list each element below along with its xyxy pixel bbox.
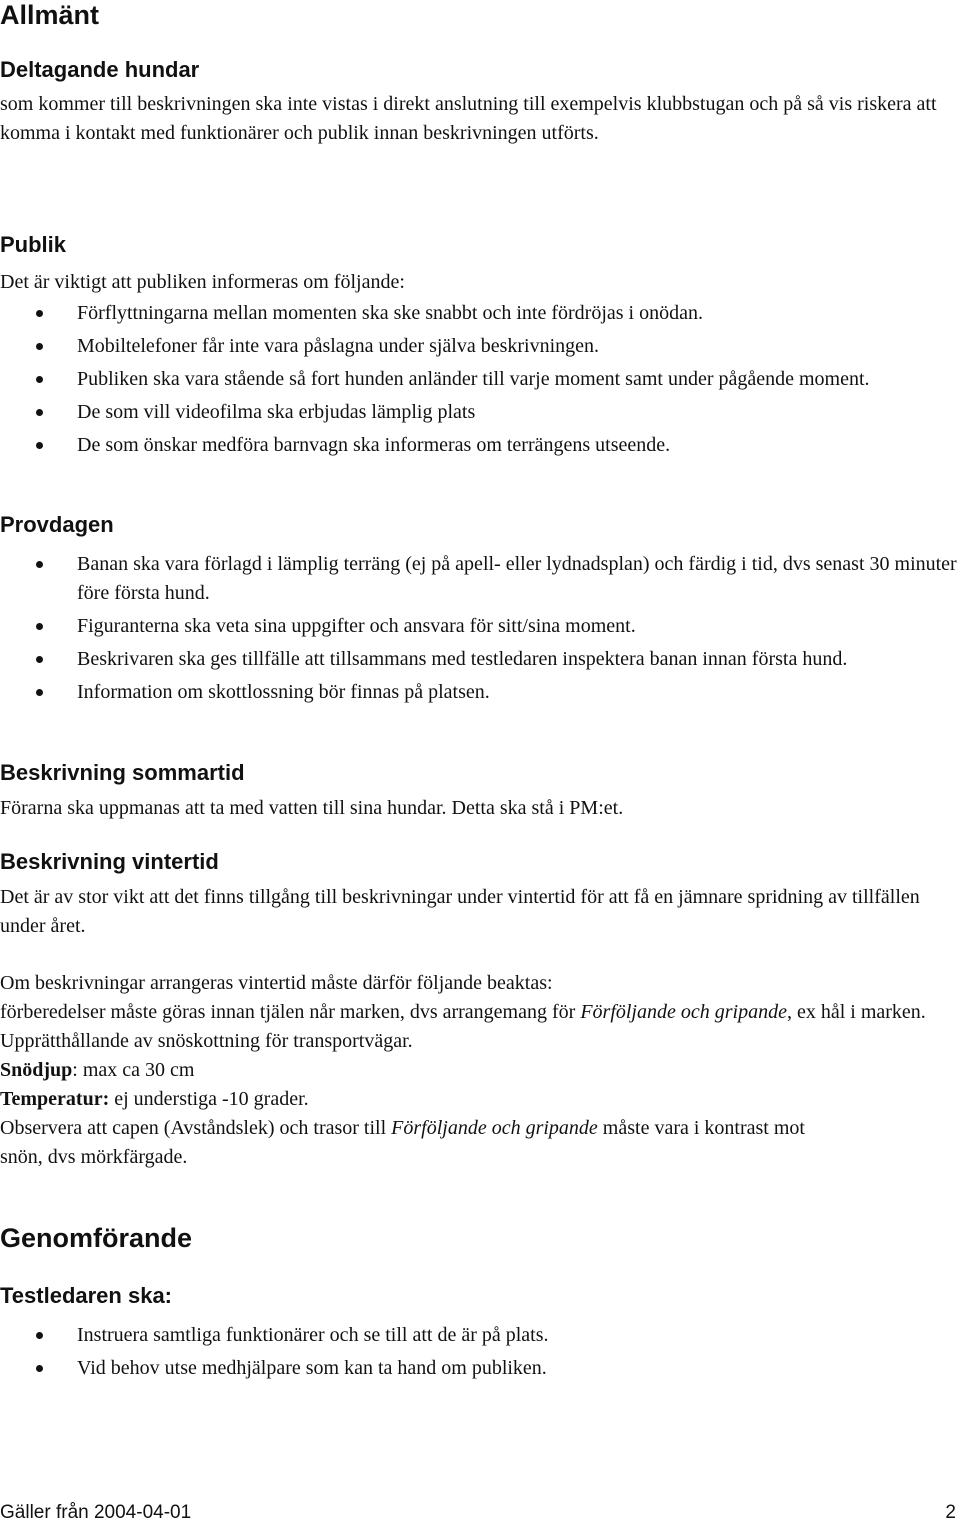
footer-valid-from: Gäller från 2004-04-01: [0, 1502, 192, 1523]
paragraph-deltagande: som kommer till beskrivningen ska inte vistas i direkt anslutning till exempelvis klubbstugan och på så vis riskera att komma i kontakt med funktionärer och publik innan beskrivningen utförts.: [0, 93, 937, 144]
list-provdagen: [0, 550, 960, 707]
vintertid-forberedelser: [0, 998, 955, 1056]
paragraph-sommartid: Förarna ska uppmanas att ta med vatten till sina hundar. Detta ska stå i PM:et.: [0, 797, 624, 819]
list-testledaren: [0, 1321, 960, 1383]
snodjup-label: Snödjup: [0, 1059, 73, 1081]
vintertid-line: Om beskrivningar arrangeras vintertid måste därför följande beaktas:: [0, 972, 553, 994]
list-item: Beskrivaren ska ges tillfälle att tillsammans med testledaren inspektera banan innan första hund.: [0, 645, 960, 674]
italic-term: Förföljande och gripande: [580, 1001, 787, 1023]
footer-page-number: 2: [945, 1502, 956, 1523]
paragraph-vintertid-1: Det är av stor vikt att det finns tillgång till beskrivningar under vintertid för att få en jämnare spridning av tillfällen under året.: [0, 886, 920, 937]
list-item: De som vill videofilma ska erbjudas lämplig plats: [0, 398, 960, 427]
section-title-allmant: Allmänt: [0, 0, 100, 30]
section-title-genomforande: Genomförande: [0, 1223, 193, 1253]
heading-beskrivning-vintertid: Beskrivning vintertid: [0, 849, 219, 874]
heading-testledaren: Testledaren ska:: [0, 1283, 173, 1308]
list-item: Publiken ska vara stående så fort hunden anländer till varje moment samt under pågående moment.: [0, 365, 960, 394]
paragraph-publik-intro: Det är viktigt att publiken informeras om följande:: [0, 271, 405, 293]
temperatur-value: ej understiga -10 grader.: [109, 1088, 309, 1110]
list-item: De som önskar medföra barnvagn ska informeras om terrängens utseende.: [0, 431, 960, 460]
heading-deltagande-hundar: Deltagande hundar: [0, 57, 200, 82]
text: måste vara i kontrast mot snön, dvs mörkfärgade.: [0, 1117, 805, 1168]
list-item: Figuranterna ska veta sina uppgifter och ansvara för sitt/sina moment.: [0, 612, 960, 641]
list-item: Information om skottlossning bör finnas på platsen.: [0, 678, 960, 707]
temperatur-line: [0, 1085, 960, 1114]
text: förberedelser måste göras innan tjälen når marken, dvs arrangemang för: [0, 1001, 581, 1023]
text: , ex hål i marken. Upprätthållande av snöskottning för transportvägar.: [0, 1001, 926, 1052]
list-item: Vid behov utse medhjälpare som kan ta hand om publiken.: [0, 1354, 960, 1383]
list-item: Instruera samtliga funktionärer och se till att de är på plats.: [0, 1321, 960, 1350]
observera-line: [0, 1114, 820, 1172]
paragraph-vintertid-2: [0, 969, 960, 1172]
italic-term: Förföljande och gripande: [391, 1117, 598, 1139]
snodjup-value: : max ca 30 cm: [72, 1059, 195, 1081]
list-item: Förflyttningarna mellan momenten ska ske snabbt och inte fördröjas i onödan.: [0, 299, 960, 328]
snodjup-line: [0, 1056, 960, 1085]
heading-beskrivning-sommartid: Beskrivning sommartid: [0, 760, 245, 785]
heading-publik: Publik: [0, 232, 67, 257]
temperatur-label: Temperatur:: [0, 1088, 110, 1110]
list-item: Mobiltelefoner får inte vara påslagna under själva beskrivningen.: [0, 332, 960, 361]
list-item: Banan ska vara förlagd i lämplig terräng (ej på apell- eller lydnadsplan) och färdig i tid, dvs senast 30 minuter före första hund.: [0, 550, 960, 608]
list-publik: [0, 299, 960, 460]
text: Observera att capen (Avståndslek) och trasor till: [0, 1117, 392, 1139]
heading-provdagen: Provdagen: [0, 512, 114, 537]
